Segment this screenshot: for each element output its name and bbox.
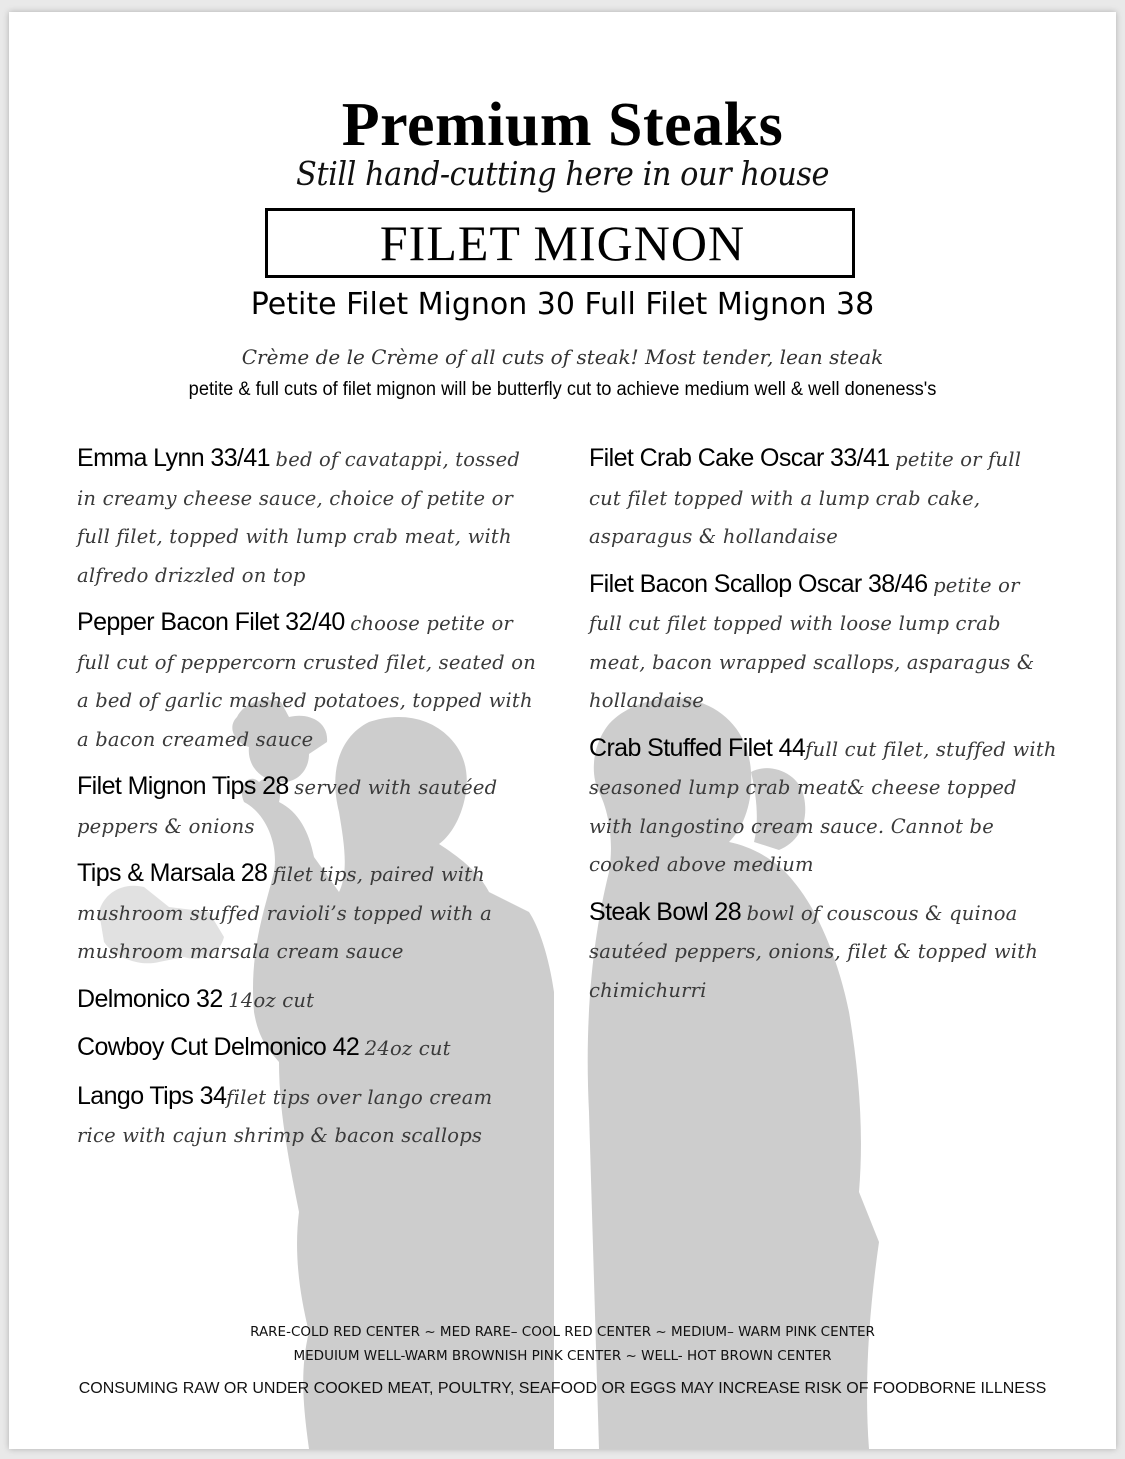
menu-item-description: bowl of couscous & quinoa sautéed peppers, onions, filet & topped with chimichurri	[589, 901, 1038, 1002]
menu-item-description: filet tips over lango cream rice with cajun shrimp & bacon scallops	[77, 1085, 493, 1147]
doneness-guide-line-2: MEDUIUM WELL-WARM BROWNISH PINK CENTER ~ WELL- HOT BROWN CENTER	[293, 1348, 832, 1364]
menu-item-name: Pepper Bacon Filet 32/40	[77, 608, 345, 636]
menu-item-description: petite or full cut filet topped with a lump crab cake, asparagus & hollandaise	[589, 448, 1022, 548]
menu-item-name: Delmonico 32	[77, 984, 223, 1013]
menu-item	[589, 440, 1059, 557]
menu-item-description: 24oz cut	[364, 1037, 451, 1060]
menu-item-name: Filet Mignon Tips 28	[77, 772, 289, 800]
menu-item-name: Crab Stuffed Filet 44	[589, 733, 806, 762]
menu-item	[77, 604, 537, 759]
menu-page	[9, 12, 1116, 1449]
menu-column-right	[589, 440, 1059, 1019]
page-title: Premium Steaks	[341, 91, 784, 159]
tagline: Crème de le Crème of all cuts of steak! Most tender, lean steak	[241, 345, 884, 369]
menu-item	[77, 768, 537, 846]
food-safety-warning: CONSUMING RAW OR UNDER COOKED MEAT, POULTRY, SEAFOOD OR EGGS MAY INCREASE RISK OF FOODBORNE ILLNESS	[78, 1380, 1047, 1397]
section-title: FILET MIGNON	[379, 215, 746, 271]
menu-item-name: Filet Crab Cake Oscar 33/41	[589, 444, 890, 472]
menu-item-name: Tips & Marsala 28	[77, 859, 268, 887]
menu-item-description: filet tips, paired with mushroom stuffed ravioli’s topped with a mushroom marsala cream sauce	[77, 863, 492, 963]
cut-note: petite & full cuts of filet mignon will be butterfly cut to achieve medium well & well doneness's	[188, 379, 937, 400]
menu-item	[589, 730, 1059, 885]
menu-item-description: 14oz cut	[228, 988, 315, 1012]
menu-item	[77, 981, 537, 1021]
menu-item-name: Filet Bacon Scallop Oscar 38/46	[589, 569, 928, 598]
menu-item	[589, 894, 1059, 1011]
subtitle: Still hand-cutting here in our house	[296, 154, 829, 193]
menu-item-description: choose petite or full cut of peppercorn crusted filet, seated on a bed of garlic mashed potatoes, topped with a bacon creamed sauce	[77, 612, 536, 751]
menu-item	[77, 1078, 537, 1156]
menu-item-description: petite or full cut filet topped with loose lump crab meat, bacon wrapped scallops, asparagus & hollandaise	[589, 573, 1035, 712]
menu-item-name: Emma Lynn 33/41	[77, 444, 270, 472]
menu-item-name: Steak Bowl 28	[589, 897, 742, 926]
menu-item	[589, 566, 1059, 721]
doneness-guide-line-1: RARE-COLD RED CENTER ~ MED RARE– COOL RED CENTER ~ MEDIUM– WARM PINK CENTER	[250, 1324, 875, 1340]
menu-item-name: Cowboy Cut Delmonico 42	[77, 1033, 360, 1061]
menu-item	[77, 855, 537, 972]
menu-content	[9, 12, 1116, 1449]
menu-item-name: Lango Tips 34	[77, 1081, 227, 1110]
menu-item-description: full cut filet, stuffed with seasoned lump crab meat& cheese topped with langostino cream sauce. Cannot be cooked above medium	[589, 737, 1057, 876]
menu-item-description: bed of cavatappi, tossed in creamy cheese sauce, choice of petite or full filet, topped with lump crab meat, with alfredo drizzled on top	[77, 448, 521, 587]
menu-item-description: served with sautéed peppers & onions	[77, 776, 498, 838]
base-prices: Petite Filet Mignon 30 Full Filet Mignon 38	[250, 287, 875, 322]
menu-item	[77, 440, 537, 595]
menu-item	[77, 1029, 537, 1069]
menu-column-left	[77, 440, 537, 1165]
